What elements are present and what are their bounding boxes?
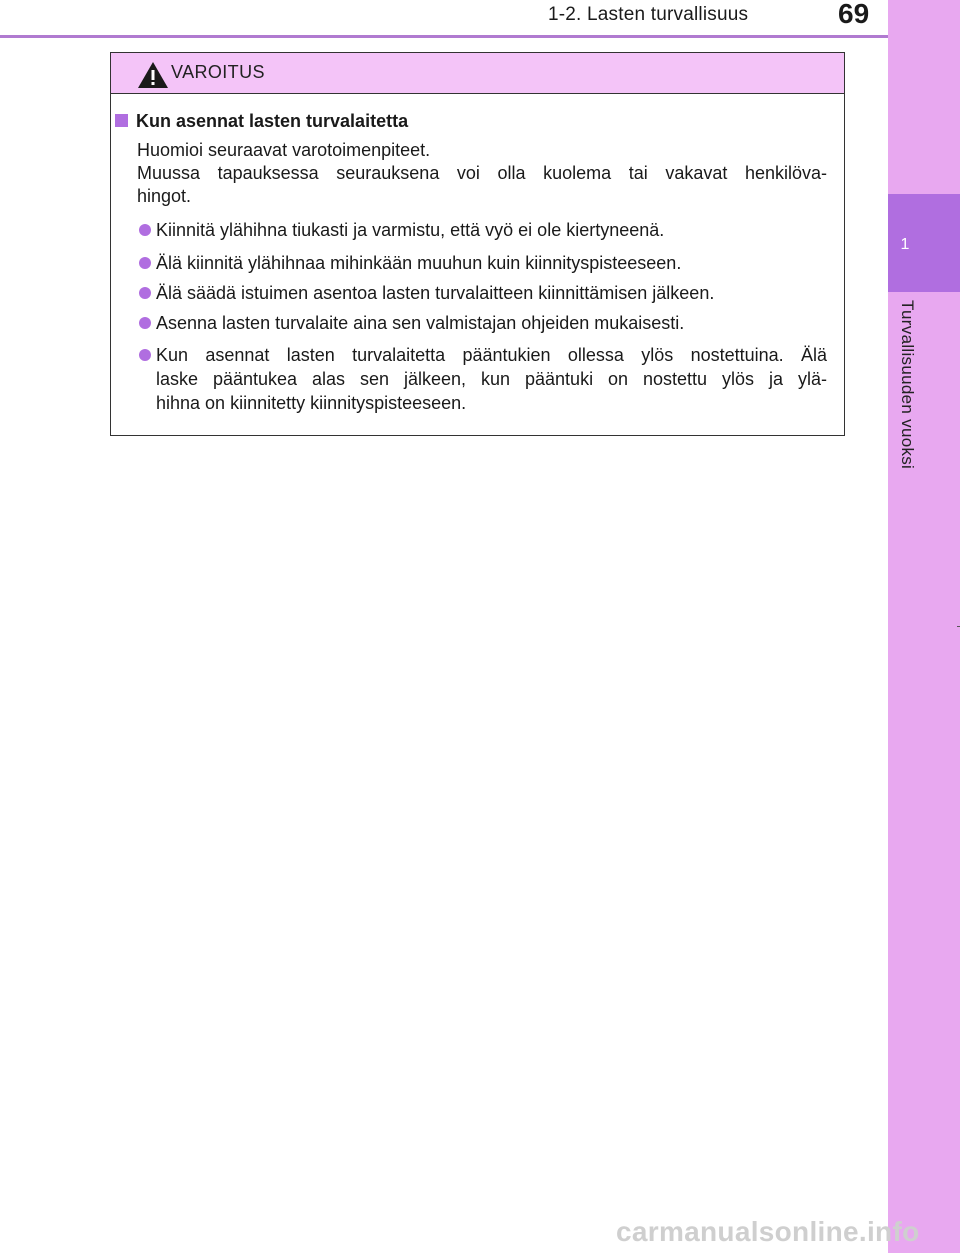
watermark: carmanualsonline.info <box>616 1216 920 1247</box>
intro-line-3: hingot. <box>137 186 192 206</box>
section-heading <box>115 111 408 132</box>
chapter-side-tab <box>888 0 960 1253</box>
header-divider <box>0 35 888 38</box>
circle-bullet-icon <box>139 257 151 269</box>
warning-header <box>111 53 844 94</box>
square-bullet-icon <box>115 114 128 127</box>
list-item <box>137 281 827 305</box>
circle-bullet-icon <box>139 287 151 299</box>
list-item-text: Asenna lasten turvalaite aina sen valmistajan ohjeiden mukaisesti. <box>156 313 685 333</box>
list-item <box>137 218 827 242</box>
list-item-text: hihna on kiinnitetty kiinnityspisteeseen. <box>156 393 467 413</box>
warning-label: VAROITUS <box>171 62 265 82</box>
list-item-text: laske pääntukea alas sen jälkeen, kun pääntuki on nostettu ylös ja ylä- <box>156 369 827 389</box>
circle-bullet-icon <box>139 317 151 329</box>
section-title: 1-2. Lasten turvallisuus <box>548 4 749 25</box>
circle-bullet-icon <box>139 224 151 236</box>
warning-triangle-icon <box>136 60 170 90</box>
chapter-number: 1 <box>900 236 910 253</box>
warning-box <box>110 52 845 436</box>
list-item <box>137 251 827 275</box>
list-item <box>137 311 827 335</box>
section-heading-text: Kun asennat lasten turvalaitetta <box>136 111 409 131</box>
circle-bullet-icon <box>139 349 151 361</box>
list-item-text: Kun asennat lasten turvalaitetta pääntukien ollessa ylös nostettuina. Älä <box>156 345 827 365</box>
list-item-text: Älä kiinnitä ylähihnaa mihinkään muuhun kuin kiinnityspisteeseen. <box>156 253 682 273</box>
list-item-text: Älä säädä istuimen asentoa lasten turvalaitteen kiinnittämisen jälkeen. <box>156 283 715 303</box>
chapter-label: Turvallisuuden vuoksi <box>898 300 917 470</box>
intro-line-1: Huomioi seuraavat varotoimenpiteet. <box>137 140 431 160</box>
intro-line-2: Muussa tapauksessa seurauksena voi olla kuolema tai vakavat henkilöva- <box>137 163 827 183</box>
list-item <box>137 343 827 415</box>
list-item-text: Kiinnitä ylähihna tiukasti ja varmistu, että vyö ei ole kiertyneenä. <box>156 220 665 240</box>
page-number: 69 <box>838 0 870 29</box>
